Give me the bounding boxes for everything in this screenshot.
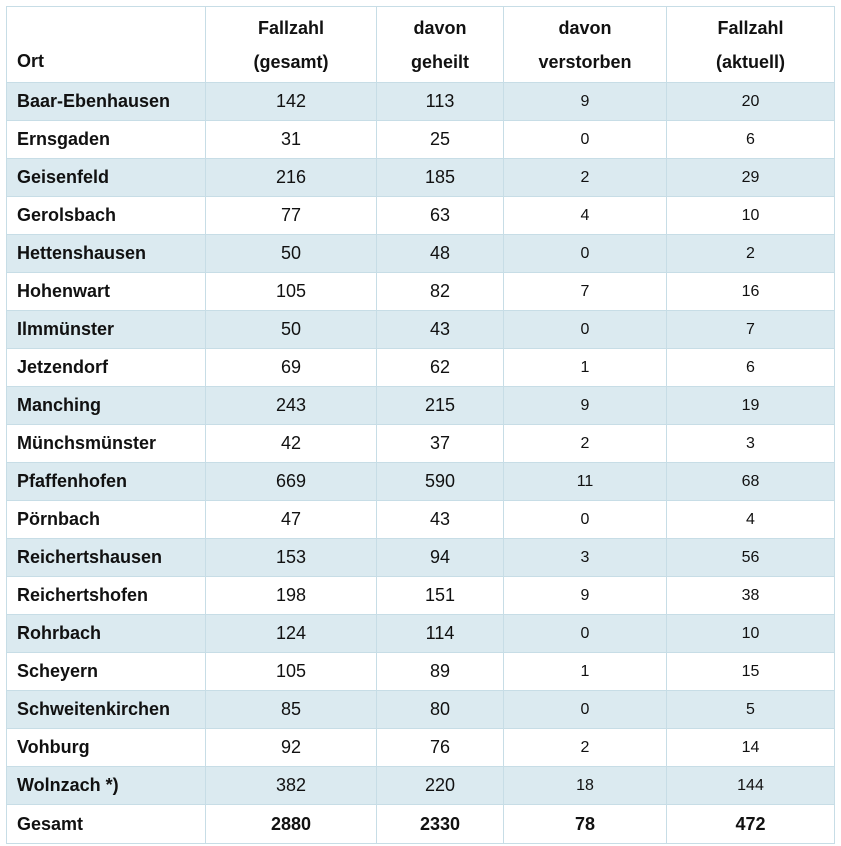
cell-verstorben: 0 <box>504 691 667 729</box>
cell-geheilt: 43 <box>377 501 504 539</box>
cell-ort: Münchsmünster <box>7 425 206 463</box>
cell-fallzahl-aktuell: 10 <box>667 197 835 235</box>
cell-verstorben: 2 <box>504 425 667 463</box>
cell-verstorben: 4 <box>504 197 667 235</box>
cell-fallzahl-gesamt: 42 <box>206 425 377 463</box>
case-table-container <box>6 6 834 844</box>
cell-fallzahl-gesamt: 669 <box>206 463 377 501</box>
cell-fallzahl-gesamt: 124 <box>206 615 377 653</box>
cell-fallzahl-aktuell: 38 <box>667 577 835 615</box>
header-fallzahl-aktuell-line2: (aktuell) <box>715 51 785 72</box>
header-fallzahl-gesamt <box>206 7 377 83</box>
cell-fallzahl-gesamt: 105 <box>206 273 377 311</box>
cell-fallzahl-gesamt: 216 <box>206 159 377 197</box>
cell-geheilt: 43 <box>377 311 504 349</box>
cell-ort: Wolnzach *) <box>7 767 206 805</box>
cell-ort: Schweitenkirchen <box>7 691 206 729</box>
header-fallzahl-gesamt-line1: Fallzahl <box>257 17 324 38</box>
cell-geheilt: 94 <box>377 539 504 577</box>
total-row <box>7 805 835 844</box>
cell-verstorben: 2 <box>504 159 667 197</box>
header-fallzahl-aktuell-line1: Fallzahl <box>717 17 784 38</box>
table-body <box>7 83 835 844</box>
cell-verstorben: 0 <box>504 311 667 349</box>
table-row <box>7 235 835 273</box>
cell-verstorben: 0 <box>504 121 667 159</box>
cell-ort: Rohrbach <box>7 615 206 653</box>
cell-fallzahl-gesamt: 382 <box>206 767 377 805</box>
header-row <box>7 7 835 83</box>
header-ort: Ort <box>7 7 206 83</box>
cell-geheilt: 76 <box>377 729 504 767</box>
cell-fallzahl-gesamt: 105 <box>206 653 377 691</box>
cell-ort: Manching <box>7 387 206 425</box>
table-row <box>7 273 835 311</box>
cell-ort: Hohenwart <box>7 273 206 311</box>
cell-geheilt: 185 <box>377 159 504 197</box>
cell-fallzahl-aktuell: 3 <box>667 425 835 463</box>
cell-verstorben: 1 <box>504 653 667 691</box>
cell-fallzahl-aktuell: 7 <box>667 311 835 349</box>
cell-fallzahl-gesamt: 198 <box>206 577 377 615</box>
table-row <box>7 83 835 121</box>
cell-verstorben: 0 <box>504 615 667 653</box>
cell-geheilt: 590 <box>377 463 504 501</box>
cell-ort: Gesamt <box>7 805 206 844</box>
table-row <box>7 653 835 691</box>
table-row <box>7 539 835 577</box>
cell-fallzahl-gesamt: 50 <box>206 311 377 349</box>
cell-verstorben: 9 <box>504 83 667 121</box>
cell-geheilt: 220 <box>377 767 504 805</box>
cell-geheilt: 37 <box>377 425 504 463</box>
cell-fallzahl-aktuell: 6 <box>667 349 835 387</box>
cell-ort: Jetzendorf <box>7 349 206 387</box>
table-row <box>7 349 835 387</box>
cell-fallzahl-aktuell: 472 <box>667 805 835 844</box>
cell-verstorben: 0 <box>504 235 667 273</box>
cell-fallzahl-aktuell: 15 <box>667 653 835 691</box>
cell-ort: Reichertshausen <box>7 539 206 577</box>
table-row <box>7 387 835 425</box>
cell-geheilt: 25 <box>377 121 504 159</box>
table-row <box>7 501 835 539</box>
cell-fallzahl-aktuell: 2 <box>667 235 835 273</box>
cell-ort: Geisenfeld <box>7 159 206 197</box>
table-row <box>7 767 835 805</box>
cell-ort: Ilmmünster <box>7 311 206 349</box>
cell-fallzahl-aktuell: 29 <box>667 159 835 197</box>
header-geheilt <box>377 7 504 83</box>
header-geheilt-line1: davon <box>413 17 467 38</box>
table-row <box>7 121 835 159</box>
cell-verstorben: 78 <box>504 805 667 844</box>
header-fallzahl-aktuell <box>667 7 835 83</box>
cell-fallzahl-gesamt: 2880 <box>206 805 377 844</box>
cell-fallzahl-aktuell: 10 <box>667 615 835 653</box>
cell-fallzahl-aktuell: 5 <box>667 691 835 729</box>
cell-fallzahl-gesamt: 153 <box>206 539 377 577</box>
cell-geheilt: 89 <box>377 653 504 691</box>
cell-geheilt: 114 <box>377 615 504 653</box>
cell-fallzahl-aktuell: 68 <box>667 463 835 501</box>
header-verstorben <box>504 7 667 83</box>
cell-geheilt: 48 <box>377 235 504 273</box>
table-row <box>7 691 835 729</box>
cell-fallzahl-aktuell: 20 <box>667 83 835 121</box>
header-geheilt-line2: geheilt <box>410 51 469 72</box>
cell-fallzahl-gesamt: 142 <box>206 83 377 121</box>
cell-verstorben: 3 <box>504 539 667 577</box>
cell-fallzahl-aktuell: 16 <box>667 273 835 311</box>
cell-fallzahl-gesamt: 50 <box>206 235 377 273</box>
cell-ort: Baar-Ebenhausen <box>7 83 206 121</box>
header-verstorben-line2: verstorben <box>538 51 632 72</box>
cell-verstorben: 2 <box>504 729 667 767</box>
cell-ort: Ernsgaden <box>7 121 206 159</box>
cell-fallzahl-aktuell: 19 <box>667 387 835 425</box>
cell-geheilt: 215 <box>377 387 504 425</box>
cell-fallzahl-gesamt: 92 <box>206 729 377 767</box>
cell-fallzahl-aktuell: 144 <box>667 767 835 805</box>
cell-ort: Vohburg <box>7 729 206 767</box>
table-row <box>7 197 835 235</box>
cell-fallzahl-gesamt: 77 <box>206 197 377 235</box>
cell-fallzahl-aktuell: 6 <box>667 121 835 159</box>
cell-fallzahl-gesamt: 31 <box>206 121 377 159</box>
cell-geheilt: 2330 <box>377 805 504 844</box>
cell-fallzahl-aktuell: 14 <box>667 729 835 767</box>
cell-fallzahl-gesamt: 47 <box>206 501 377 539</box>
cell-fallzahl-gesamt: 85 <box>206 691 377 729</box>
table-row <box>7 425 835 463</box>
cell-geheilt: 82 <box>377 273 504 311</box>
cell-fallzahl-aktuell: 56 <box>667 539 835 577</box>
cell-geheilt: 80 <box>377 691 504 729</box>
cell-fallzahl-gesamt: 69 <box>206 349 377 387</box>
table-row <box>7 615 835 653</box>
table-row <box>7 159 835 197</box>
cell-ort: Pfaffenhofen <box>7 463 206 501</box>
cell-verstorben: 9 <box>504 387 667 425</box>
cell-geheilt: 113 <box>377 83 504 121</box>
table-row <box>7 729 835 767</box>
header-fallzahl-gesamt-line2: (gesamt) <box>253 51 329 72</box>
cell-verstorben: 7 <box>504 273 667 311</box>
cell-ort: Pörnbach <box>7 501 206 539</box>
cell-ort: Gerolsbach <box>7 197 206 235</box>
table-row <box>7 577 835 615</box>
header-verstorben-line1: davon <box>558 17 612 38</box>
cell-ort: Hettenshausen <box>7 235 206 273</box>
cell-ort: Scheyern <box>7 653 206 691</box>
cell-verstorben: 9 <box>504 577 667 615</box>
cell-verstorben: 1 <box>504 349 667 387</box>
cell-fallzahl-aktuell: 4 <box>667 501 835 539</box>
cell-verstorben: 11 <box>504 463 667 501</box>
table-row <box>7 463 835 501</box>
cell-fallzahl-gesamt: 243 <box>206 387 377 425</box>
case-table <box>6 6 835 844</box>
cell-geheilt: 151 <box>377 577 504 615</box>
cell-ort: Reichertshofen <box>7 577 206 615</box>
table-row <box>7 311 835 349</box>
cell-verstorben: 18 <box>504 767 667 805</box>
cell-verstorben: 0 <box>504 501 667 539</box>
cell-geheilt: 63 <box>377 197 504 235</box>
cell-geheilt: 62 <box>377 349 504 387</box>
